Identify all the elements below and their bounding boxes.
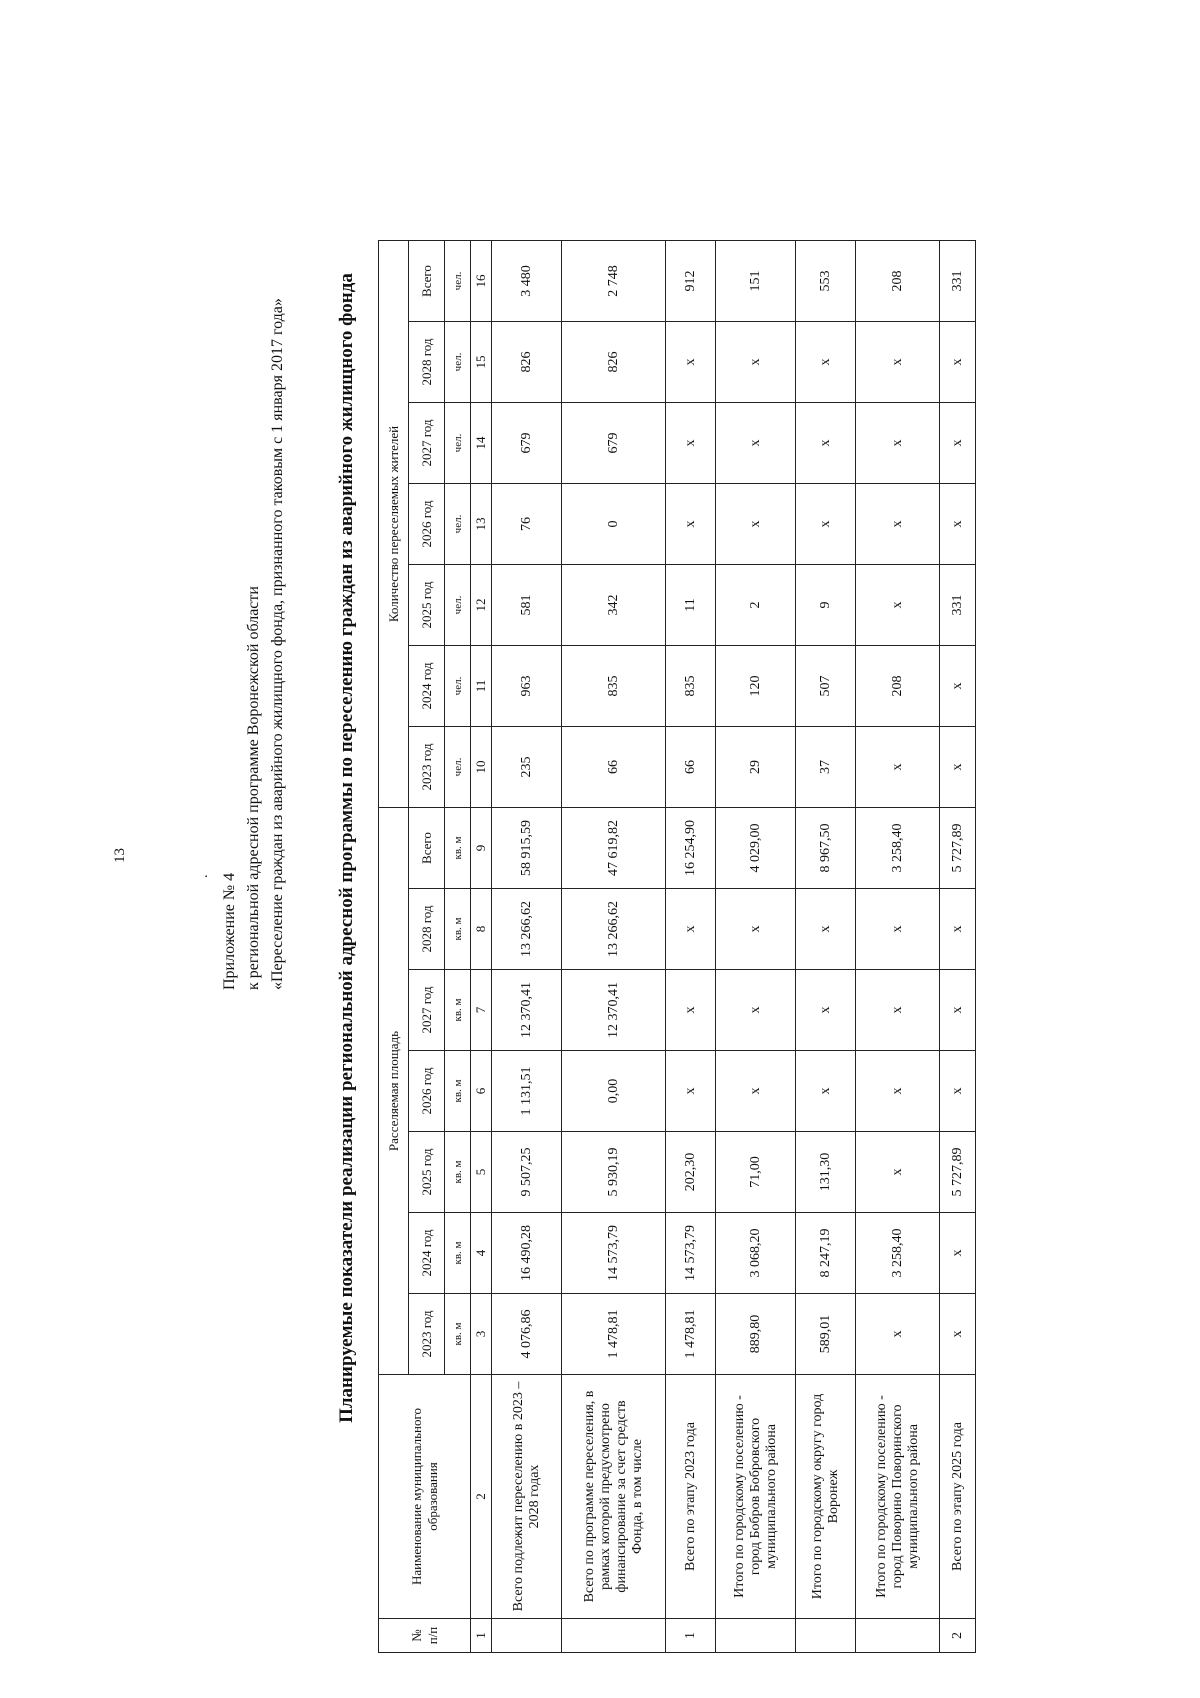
- row-value: 1 131,51: [492, 1051, 562, 1132]
- row-value: 131,30: [796, 1132, 856, 1213]
- column-number: 7: [471, 970, 492, 1051]
- column-number: 15: [471, 322, 492, 403]
- annex-line-2: к региональной адресной программе Воронежской области: [245, 586, 262, 990]
- row-value: x: [666, 322, 716, 403]
- header-year: 2026 год: [409, 1051, 445, 1132]
- row-value: 679: [562, 403, 666, 484]
- column-number: 5: [471, 1132, 492, 1213]
- column-number: 13: [471, 484, 492, 565]
- row-value: 3 258,40: [856, 808, 940, 889]
- row-value: 5 930,19: [562, 1132, 666, 1213]
- row-value: 235: [492, 727, 562, 808]
- row-value: 16 254,90: [666, 808, 716, 889]
- row-value: 11: [666, 565, 716, 646]
- row-value: 826: [562, 322, 666, 403]
- row-value: x: [796, 484, 856, 565]
- table-row: [716, 241, 796, 1653]
- row-value: 5 727,89: [940, 1132, 976, 1213]
- row-value: x: [666, 484, 716, 565]
- row-value: x: [856, 889, 940, 970]
- column-number: 16: [471, 241, 492, 322]
- header-unit: кв. м: [445, 1294, 471, 1375]
- row-value: x: [856, 1294, 940, 1375]
- header-unit: кв. м: [445, 889, 471, 970]
- table-row: [940, 241, 976, 1653]
- row-value: x: [716, 322, 796, 403]
- row-value: x: [716, 403, 796, 484]
- row-value: 331: [940, 565, 976, 646]
- row-name: Всего подлежит переселению в 2023 – 2028 годах: [492, 1375, 562, 1619]
- table-row: [856, 241, 940, 1653]
- row-name: Итого по городскому округу город Воронеж: [796, 1375, 856, 1619]
- row-value: 553: [796, 241, 856, 322]
- row-value: x: [856, 1132, 940, 1213]
- row-value: 76: [492, 484, 562, 565]
- row-name: Всего по программе переселения, в рамках которой предусмотрено финансирование за счет средств Фонда, в том числе: [562, 1375, 666, 1619]
- row-value: 208: [856, 646, 940, 727]
- column-number: 12: [471, 565, 492, 646]
- column-number: 2: [471, 1375, 492, 1619]
- row-value: 202,30: [666, 1132, 716, 1213]
- header-year: 2024 год: [409, 1213, 445, 1294]
- column-number: 9: [471, 808, 492, 889]
- row-number: [716, 1619, 796, 1653]
- column-number: 11: [471, 646, 492, 727]
- column-number: 3: [471, 1294, 492, 1375]
- header-unit: кв. м: [445, 1213, 471, 1294]
- table-row: [666, 241, 716, 1653]
- row-value: 912: [666, 241, 716, 322]
- header-year: 2027 год: [409, 403, 445, 484]
- row-value: x: [940, 970, 976, 1051]
- row-value: 342: [562, 565, 666, 646]
- table-row: [796, 241, 856, 1653]
- header-year: 2026 год: [409, 484, 445, 565]
- row-value: x: [716, 970, 796, 1051]
- row-value: x: [940, 646, 976, 727]
- row-value: x: [940, 322, 976, 403]
- header-unit: чел.: [445, 241, 471, 322]
- column-number: 8: [471, 889, 492, 970]
- header-year: 2023 год: [409, 727, 445, 808]
- column-number: 10: [471, 727, 492, 808]
- row-value: x: [716, 1051, 796, 1132]
- row-value: x: [856, 970, 940, 1051]
- row-value: x: [716, 484, 796, 565]
- row-number: 2: [940, 1619, 976, 1653]
- row-value: 0: [562, 484, 666, 565]
- row-value: x: [856, 1051, 940, 1132]
- row-value: 5 727,89: [940, 808, 976, 889]
- row-value: 507: [796, 646, 856, 727]
- row-number: [562, 1619, 666, 1653]
- row-value: 14 573,79: [562, 1213, 666, 1294]
- row-value: 13 266,62: [492, 889, 562, 970]
- header-year: 2023 год: [409, 1294, 445, 1375]
- header-people-group: Количество переселяемых жителей: [379, 241, 409, 808]
- row-value: x: [796, 322, 856, 403]
- row-value: 29: [716, 727, 796, 808]
- row-value: 1 478,81: [562, 1294, 666, 1375]
- column-number: 14: [471, 403, 492, 484]
- row-number: [856, 1619, 940, 1653]
- annex-line-3: «Переселение граждан из аварийного жилищного фонда, признанного таковым с 1 января 2017 года»: [269, 298, 286, 990]
- row-value: 14 573,79: [666, 1213, 716, 1294]
- row-value: 12 370,41: [492, 970, 562, 1051]
- header-unit: чел.: [445, 646, 471, 727]
- row-value: x: [796, 970, 856, 1051]
- row-value: x: [940, 1051, 976, 1132]
- header-name: Наименование муниципального образования: [379, 1375, 471, 1619]
- header-unit: чел.: [445, 727, 471, 808]
- row-value: 37: [796, 727, 856, 808]
- column-number: 4: [471, 1213, 492, 1294]
- header-unit: чел.: [445, 322, 471, 403]
- row-value: 2: [716, 565, 796, 646]
- row-value: 151: [716, 241, 796, 322]
- row-value: x: [666, 889, 716, 970]
- row-value: x: [796, 1051, 856, 1132]
- row-value: 581: [492, 565, 562, 646]
- row-value: x: [940, 1213, 976, 1294]
- row-value: x: [856, 403, 940, 484]
- row-value: 331: [940, 241, 976, 322]
- row-value: x: [856, 727, 940, 808]
- header-area-group: Расселяемая площадь: [379, 808, 409, 1375]
- header-row-col-numbers: [471, 241, 492, 1653]
- row-value: x: [796, 889, 856, 970]
- header-unit: кв. м: [445, 970, 471, 1051]
- header-year: Всего: [409, 241, 445, 322]
- document-title: Планируемые показатели реализации региональной адресной программы по переселению граждан из аварийного жилищного фонда: [336, 273, 357, 1423]
- row-value: 120: [716, 646, 796, 727]
- header-unit: чел.: [445, 403, 471, 484]
- row-name: Итого по городскому поселению - город Поворино Поворинского муниципального района: [856, 1375, 940, 1619]
- header-unit: кв. м: [445, 1132, 471, 1213]
- header-unit: чел.: [445, 565, 471, 646]
- header-num: № п/п: [379, 1619, 471, 1653]
- header-unit: кв. м: [445, 808, 471, 889]
- row-number: 1: [666, 1619, 716, 1653]
- row-value: 835: [562, 646, 666, 727]
- row-value: 3 480: [492, 241, 562, 322]
- row-value: x: [666, 970, 716, 1051]
- row-value: x: [940, 484, 976, 565]
- column-number: 6: [471, 1051, 492, 1132]
- header-unit: чел.: [445, 484, 471, 565]
- row-value: 889,80: [716, 1294, 796, 1375]
- row-value: x: [856, 484, 940, 565]
- row-value: x: [940, 727, 976, 808]
- row-value: 1 478,81: [666, 1294, 716, 1375]
- row-value: x: [796, 403, 856, 484]
- header-year: Всего: [409, 808, 445, 889]
- row-number: [796, 1619, 856, 1653]
- row-value: 826: [492, 322, 562, 403]
- row-value: 208: [856, 241, 940, 322]
- row-value: 3 068,20: [716, 1213, 796, 1294]
- row-name: Итого по городскому поселению - город Бобров Бобровского муниципального района: [716, 1375, 796, 1619]
- row-value: 3 258,40: [856, 1213, 940, 1294]
- annex-line-1: Приложение № 4: [221, 872, 238, 990]
- table-row: [492, 241, 562, 1653]
- row-value: 13 266,62: [562, 889, 666, 970]
- header-year: 2028 год: [409, 322, 445, 403]
- row-value: 12 370,41: [562, 970, 666, 1051]
- row-value: 2 748: [562, 241, 666, 322]
- header-year: 2028 год: [409, 889, 445, 970]
- row-value: x: [666, 403, 716, 484]
- row-value: 66: [562, 727, 666, 808]
- row-value: x: [856, 565, 940, 646]
- row-value: 8 967,50: [796, 808, 856, 889]
- row-value: x: [666, 1051, 716, 1132]
- row-value: x: [716, 889, 796, 970]
- header-year: 2027 год: [409, 970, 445, 1051]
- row-value: 9 507,25: [492, 1132, 562, 1213]
- row-name: Всего по этапу 2023 года: [666, 1375, 716, 1619]
- row-name: Всего по этапу 2025 года: [940, 1375, 976, 1619]
- row-value: 963: [492, 646, 562, 727]
- row-value: 679: [492, 403, 562, 484]
- row-value: 58 915,59: [492, 808, 562, 889]
- row-value: 835: [666, 646, 716, 727]
- row-value: x: [856, 322, 940, 403]
- column-number: 1: [471, 1619, 492, 1653]
- row-value: 9: [796, 565, 856, 646]
- header-row-groups: [379, 241, 409, 1653]
- row-value: 71,00: [716, 1132, 796, 1213]
- row-value: 16 490,28: [492, 1213, 562, 1294]
- row-value: 47 619,82: [562, 808, 666, 889]
- header-year: 2024 год: [409, 646, 445, 727]
- row-value: x: [940, 403, 976, 484]
- row-value: x: [940, 1294, 976, 1375]
- row-value: 8 247,19: [796, 1213, 856, 1294]
- page-number: 13: [112, 848, 128, 863]
- row-number: [492, 1619, 562, 1653]
- table-row: [562, 241, 666, 1653]
- indicators-table: [378, 240, 976, 1653]
- stray-mark: .: [196, 874, 211, 878]
- row-value: 0,00: [562, 1051, 666, 1132]
- annex-header: [218, 298, 290, 990]
- header-unit: кв. м: [445, 1051, 471, 1132]
- row-value: 66: [666, 727, 716, 808]
- row-value: 589,01: [796, 1294, 856, 1375]
- header-year: 2025 год: [409, 565, 445, 646]
- row-value: 4 029,00: [716, 808, 796, 889]
- header-year: 2025 год: [409, 1132, 445, 1213]
- row-value: 4 076,86: [492, 1294, 562, 1375]
- row-value: x: [940, 889, 976, 970]
